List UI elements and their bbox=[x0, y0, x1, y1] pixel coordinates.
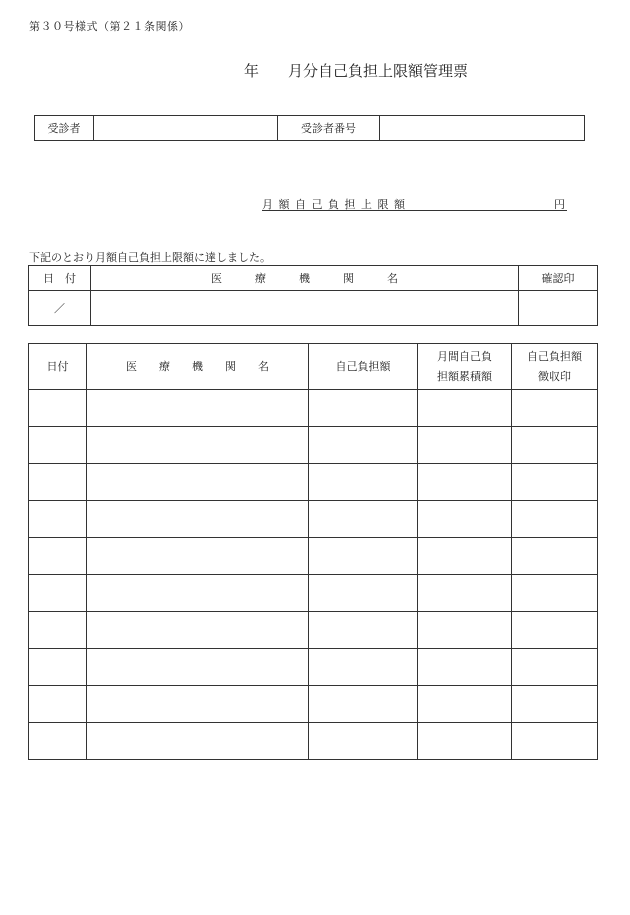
record-institution-cell[interactable] bbox=[87, 390, 309, 427]
table-row bbox=[29, 575, 598, 612]
record-cumulative-cell[interactable] bbox=[418, 686, 512, 723]
record-collected-seal-cell[interactable] bbox=[512, 575, 598, 612]
record-institution-cell[interactable] bbox=[87, 464, 309, 501]
record-institution-cell[interactable] bbox=[87, 501, 309, 538]
record-collected-seal-cell[interactable] bbox=[512, 649, 598, 686]
record-copay-cell[interactable] bbox=[309, 427, 418, 464]
record-collected-seal-cell[interactable] bbox=[512, 686, 598, 723]
record-institution-cell[interactable] bbox=[87, 538, 309, 575]
limit-reached-table bbox=[28, 265, 598, 326]
records-collected-header-line1: 自己負担額 bbox=[527, 349, 582, 363]
record-cumulative-cell[interactable] bbox=[418, 427, 512, 464]
record-institution-cell[interactable] bbox=[87, 427, 309, 464]
records-copay-header: 自己負担額 bbox=[309, 344, 418, 390]
table-row bbox=[29, 501, 598, 538]
form-number: 第３０号様式（第２１条関係） bbox=[29, 20, 190, 33]
record-institution-cell[interactable] bbox=[87, 575, 309, 612]
title-year-label: 年 bbox=[244, 62, 260, 80]
table-row bbox=[29, 723, 598, 760]
records-institution-header: 医 療 機 関 名 bbox=[87, 344, 309, 390]
patient-info-table bbox=[34, 115, 585, 141]
record-collected-seal-cell[interactable] bbox=[512, 427, 598, 464]
record-cumulative-cell[interactable] bbox=[418, 575, 512, 612]
reached-institution-header: 医 療 機 関 名 bbox=[91, 266, 519, 291]
record-date-cell[interactable] bbox=[29, 575, 87, 612]
record-collected-seal-cell[interactable] bbox=[512, 612, 598, 649]
record-institution-cell[interactable] bbox=[87, 686, 309, 723]
recipient-number-label: 受診者番号 bbox=[278, 116, 380, 141]
record-date-cell[interactable] bbox=[29, 390, 87, 427]
record-collected-seal-cell[interactable] bbox=[512, 538, 598, 575]
record-date-cell[interactable] bbox=[29, 501, 87, 538]
record-copay-cell[interactable] bbox=[309, 464, 418, 501]
table-row bbox=[29, 464, 598, 501]
record-copay-cell[interactable] bbox=[309, 649, 418, 686]
records-cumulative-header bbox=[418, 344, 512, 390]
record-cumulative-cell[interactable] bbox=[418, 538, 512, 575]
recipient-field[interactable] bbox=[94, 116, 278, 141]
record-cumulative-cell[interactable] bbox=[418, 612, 512, 649]
recipient-label: 受診者 bbox=[35, 116, 94, 141]
record-date-cell[interactable] bbox=[29, 538, 87, 575]
record-collected-seal-cell[interactable] bbox=[512, 501, 598, 538]
record-copay-cell[interactable] bbox=[309, 538, 418, 575]
table-row bbox=[29, 612, 598, 649]
copay-records-table bbox=[28, 343, 598, 760]
records-cumulative-header-line2: 担額累積額 bbox=[437, 369, 492, 383]
table-row bbox=[29, 686, 598, 723]
title-main: 月分自己負担上限額管理票 bbox=[288, 62, 469, 80]
record-date-cell[interactable] bbox=[29, 686, 87, 723]
monthly-limit-line[interactable] bbox=[262, 196, 567, 211]
monthly-limit-unit: 円 bbox=[554, 198, 565, 211]
table-row bbox=[29, 649, 598, 686]
table-row bbox=[29, 427, 598, 464]
record-cumulative-cell[interactable] bbox=[418, 501, 512, 538]
record-copay-cell[interactable] bbox=[309, 612, 418, 649]
reached-date-cell[interactable]: ／ bbox=[29, 291, 91, 326]
limit-reached-notice: 下記のとおり月額自己負担上限額に達しました。 bbox=[29, 251, 271, 264]
record-institution-cell[interactable] bbox=[87, 723, 309, 760]
record-copay-cell[interactable] bbox=[309, 390, 418, 427]
records-collected-header-line2: 徴収印 bbox=[538, 369, 571, 383]
reached-date-header: 日 付 bbox=[29, 266, 91, 291]
record-cumulative-cell[interactable] bbox=[418, 464, 512, 501]
record-cumulative-cell[interactable] bbox=[418, 649, 512, 686]
record-date-cell[interactable] bbox=[29, 612, 87, 649]
monthly-limit-label: 月額自己負担上限額 bbox=[262, 198, 411, 211]
record-copay-cell[interactable] bbox=[309, 575, 418, 612]
records-collected-header bbox=[512, 344, 598, 390]
record-date-cell[interactable] bbox=[29, 649, 87, 686]
records-date-header: 日付 bbox=[29, 344, 87, 390]
record-copay-cell[interactable] bbox=[309, 723, 418, 760]
records-cumulative-header-line1: 月間自己負 bbox=[437, 349, 492, 363]
reached-institution-cell[interactable] bbox=[91, 291, 519, 326]
table-row bbox=[29, 538, 598, 575]
record-institution-cell[interactable] bbox=[87, 612, 309, 649]
reached-seal-cell[interactable] bbox=[519, 291, 598, 326]
record-cumulative-cell[interactable] bbox=[418, 390, 512, 427]
table-row bbox=[29, 390, 598, 427]
record-date-cell[interactable] bbox=[29, 427, 87, 464]
record-cumulative-cell[interactable] bbox=[418, 723, 512, 760]
record-copay-cell[interactable] bbox=[309, 501, 418, 538]
reached-seal-header: 確認印 bbox=[519, 266, 598, 291]
record-collected-seal-cell[interactable] bbox=[512, 390, 598, 427]
record-date-cell[interactable] bbox=[29, 723, 87, 760]
record-date-cell[interactable] bbox=[29, 464, 87, 501]
record-institution-cell[interactable] bbox=[87, 649, 309, 686]
record-copay-cell[interactable] bbox=[309, 686, 418, 723]
recipient-number-field[interactable] bbox=[380, 116, 585, 141]
record-collected-seal-cell[interactable] bbox=[512, 464, 598, 501]
record-collected-seal-cell[interactable] bbox=[512, 723, 598, 760]
